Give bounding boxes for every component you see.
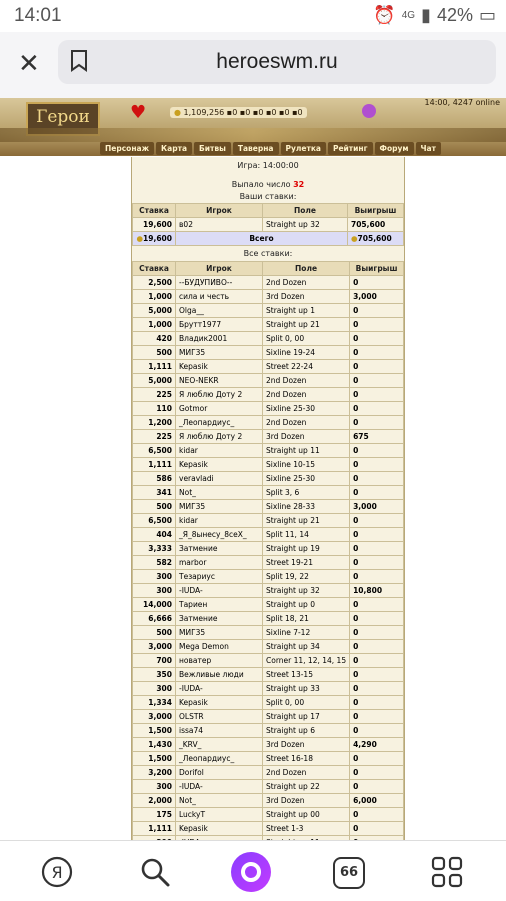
table-row (133, 332, 404, 346)
total-win: 705,600 (357, 234, 392, 243)
win-cell: 0 (350, 710, 404, 724)
player-cell[interactable]: issa74 (176, 724, 263, 738)
stake-cell: 3,000 (133, 640, 176, 654)
tabs-counter-button[interactable] (333, 857, 365, 889)
win-cell: 0 (350, 346, 404, 360)
stake-cell: 3,000 (133, 710, 176, 724)
player-cell[interactable]: МИГ35 (176, 346, 263, 360)
resource-value: 0 (258, 108, 264, 117)
player-cell[interactable]: Olga__ (176, 304, 263, 318)
field-cell: Sixline 19-24 (263, 346, 350, 360)
field-cell: 3rd Dozen (263, 290, 350, 304)
alice-assistant-icon[interactable] (230, 851, 272, 893)
field-cell: Split 0, 00 (263, 332, 350, 346)
win-cell: 0 (350, 724, 404, 738)
stake-cell: 2,000 (133, 794, 176, 808)
total-row (133, 232, 404, 246)
stake-cell: 1,430 (133, 738, 176, 752)
game-nav (100, 142, 441, 155)
field-cell: Straight up 0 (263, 598, 350, 612)
all-bets-table (132, 261, 404, 850)
player-cell[interactable]: NEO-NEKR (176, 374, 263, 388)
your-bets-table (132, 203, 404, 246)
resource-value: 0 (232, 108, 238, 117)
win-cell: 0 (350, 640, 404, 654)
win-cell: 675 (350, 430, 404, 444)
table-row (133, 780, 404, 794)
resource-value: 0 (284, 108, 290, 117)
player-cell[interactable]: МИГ35 (176, 626, 263, 640)
player-cell[interactable]: --БУДУПИВО-- (176, 276, 263, 290)
win-cell: 0 (350, 626, 404, 640)
table-row (133, 766, 404, 780)
stake-cell: 1,200 (133, 416, 176, 430)
player-cell[interactable]: Kepasik (176, 822, 263, 836)
win-cell: 0 (350, 402, 404, 416)
table-row (133, 626, 404, 640)
player-cell[interactable]: -IUDA- (176, 584, 263, 598)
table-row (133, 374, 404, 388)
win-cell: 0 (350, 752, 404, 766)
col-stake: Ставка (133, 262, 176, 276)
stake-cell: 1,111 (133, 822, 176, 836)
table-row (133, 360, 404, 374)
table-row (133, 430, 404, 444)
field-cell: Straight up 19 (263, 542, 350, 556)
table-row (133, 710, 404, 724)
player-cell[interactable]: marbor (176, 556, 263, 570)
player-cell[interactable]: новатер (176, 654, 263, 668)
your-bets-body (133, 218, 404, 232)
table-row (133, 668, 404, 682)
win-cell: 0 (350, 416, 404, 430)
nav-tavern[interactable]: Таверна (233, 142, 279, 155)
gold-icon: ● (174, 108, 181, 117)
field-cell: Street 1-3 (263, 822, 350, 836)
table-row (133, 318, 404, 332)
server-time-online: 14:00, 4247 online (424, 98, 500, 107)
nav-roulette[interactable]: Рулетка (281, 142, 326, 155)
win-cell: 0 (350, 388, 404, 402)
win-cell: 3,000 (350, 500, 404, 514)
stake-cell: 586 (133, 472, 176, 486)
field-cell: Street 16-18 (263, 752, 350, 766)
nav-map[interactable]: Карта (156, 142, 192, 155)
network-label: 4G (401, 10, 416, 21)
win-cell: 0 (350, 696, 404, 710)
stake-cell: 19,600 (133, 218, 176, 232)
table-row (133, 598, 404, 612)
field-cell: Sixline 28-33 (263, 500, 350, 514)
table-row (133, 346, 404, 360)
nav-battles[interactable]: Битвы (194, 142, 231, 155)
player-cell[interactable]: _KRV_ (176, 738, 263, 752)
battery-percent: 42% (436, 5, 473, 25)
player-cell[interactable]: Тариен (176, 598, 263, 612)
dropped-number: 32 (293, 180, 305, 189)
field-cell: Straight up 21 (263, 514, 350, 528)
win-cell: 0 (350, 612, 404, 626)
resource-ore-icon: ▪ (239, 108, 246, 117)
roulette-results (131, 157, 405, 857)
stake-cell: 5,000 (133, 374, 176, 388)
signal-icon: ▮ (421, 5, 431, 25)
table-row (133, 276, 404, 290)
field-cell: Split 0, 00 (263, 696, 350, 710)
header-decoration (0, 128, 506, 142)
table-row (133, 416, 404, 430)
player-cell[interactable]: kidar (176, 514, 263, 528)
table-row (133, 794, 404, 808)
alarm-icon: ⏰ (373, 5, 396, 25)
table-row (133, 724, 404, 738)
resource-wood-icon: ▪ (226, 108, 233, 117)
player-cell[interactable]: Gotmor (176, 402, 263, 416)
table-row (133, 458, 404, 472)
player-cell[interactable]: Тезариус (176, 570, 263, 584)
field-cell: Straight up 21 (263, 318, 350, 332)
player-cell[interactable]: Not_ (176, 794, 263, 808)
health-heart-icon[interactable]: ♥ (130, 102, 147, 123)
field-cell: 2nd Dozen (263, 276, 350, 290)
field-cell: 3rd Dozen (263, 430, 350, 444)
resource-mercury-icon: ▪ (252, 108, 259, 117)
stake-cell: 300 (133, 682, 176, 696)
col-stake: Ставка (133, 204, 176, 218)
browser-toolbar (0, 32, 506, 98)
player-cell[interactable]: Я люблю Доту 2 (176, 388, 263, 402)
field-cell: 2nd Dozen (263, 766, 350, 780)
player-cell[interactable]: _Я_8ынесу_8сеХ_ (176, 528, 263, 542)
table-row (133, 514, 404, 528)
dropped-label: Выпало число (231, 180, 291, 189)
nav-character[interactable]: Персонаж (100, 142, 154, 155)
field-cell: 3rd Dozen (263, 738, 350, 752)
game-logo[interactable]: Герои (26, 102, 100, 136)
table-row (133, 584, 404, 598)
player-cell[interactable]: сила и честь (176, 290, 263, 304)
win-cell: 0 (350, 528, 404, 542)
player-cell[interactable]: МИГ35 (176, 500, 263, 514)
player-cell[interactable]: _Леопардиус_ (176, 752, 263, 766)
stake-cell: 700 (133, 654, 176, 668)
status-time: 14:01 (14, 5, 62, 26)
player-cell[interactable]: OLSTR (176, 710, 263, 724)
win-cell: 0 (350, 514, 404, 528)
field-cell: Sixline 25-30 (263, 402, 350, 416)
field-cell: Straight up 33 (263, 682, 350, 696)
col-win: Выигрыш (348, 204, 404, 218)
stake-cell: 175 (133, 808, 176, 822)
table-row (133, 654, 404, 668)
nav-rating[interactable]: Рейтинг (328, 142, 373, 155)
player-cell[interactable]: Mega Demon (176, 640, 263, 654)
table-row (133, 682, 404, 696)
stake-cell: 1,000 (133, 290, 176, 304)
resource-value: 0 (245, 108, 251, 117)
win-cell: 0 (350, 318, 404, 332)
table-row (133, 570, 404, 584)
resources-bar (170, 107, 307, 118)
search-icon[interactable] (138, 855, 172, 889)
win-cell: 0 (350, 654, 404, 668)
stake-cell: 1,500 (133, 752, 176, 766)
win-cell: 4,290 (350, 738, 404, 752)
table-row (133, 738, 404, 752)
table-row (133, 822, 404, 836)
nav-forum[interactable]: Форум (375, 142, 414, 155)
win-cell: 0 (350, 570, 404, 584)
field-cell: Straight up 22 (263, 780, 350, 794)
field-cell: Straight up 00 (263, 808, 350, 822)
stake-cell: 420 (133, 332, 176, 346)
table-header-row (133, 204, 404, 218)
player-cell[interactable]: -IUDA- (176, 682, 263, 696)
player-cell[interactable]: LuckyT (176, 808, 263, 822)
stake-cell: 300 (133, 780, 176, 794)
field-cell: Straight up 17 (263, 710, 350, 724)
table-row (133, 752, 404, 766)
stake-cell: 1,334 (133, 696, 176, 710)
field-cell: Straight up 1 (263, 304, 350, 318)
table-row (133, 218, 404, 232)
win-cell: 0 (350, 360, 404, 374)
field-cell: Split 19, 22 (263, 570, 350, 584)
stake-cell: 110 (133, 402, 176, 416)
table-row (133, 556, 404, 570)
table-row (133, 388, 404, 402)
stake-cell: 14,000 (133, 598, 176, 612)
table-row (133, 808, 404, 822)
field-cell: Sixline 10-15 (263, 458, 350, 472)
total-win-cell (348, 232, 404, 246)
menu-grid-icon[interactable] (430, 855, 464, 889)
stake-cell: 6,500 (133, 514, 176, 528)
field-cell: Split 11, 14 (263, 528, 350, 542)
player-cell[interactable]: Брутт1977 (176, 318, 263, 332)
stake-cell: 6,666 (133, 612, 176, 626)
field-cell: Straight up 6 (263, 724, 350, 738)
total-stake-cell (133, 232, 176, 246)
total-label: Всего (176, 232, 348, 246)
field-cell: Corner 11, 12, 14, 15 (263, 654, 350, 668)
stake-cell: 1,500 (133, 724, 176, 738)
win-cell: 0 (350, 486, 404, 500)
stake-cell: 225 (133, 388, 176, 402)
win-cell: 0 (350, 766, 404, 780)
col-field: Поле (263, 262, 350, 276)
battery-icon: ▭ (478, 5, 496, 25)
win-cell: 0 (350, 808, 404, 822)
table-row (133, 486, 404, 500)
player-cell[interactable]: veravladi (176, 472, 263, 486)
field-cell: 2nd Dozen (263, 416, 350, 430)
stake-cell: 1,111 (133, 360, 176, 374)
win-cell: 3,000 (350, 290, 404, 304)
table-row (133, 472, 404, 486)
win-cell: 705,600 (348, 218, 404, 232)
table-row (133, 444, 404, 458)
player-cell[interactable]: _Леопардиус_ (176, 416, 263, 430)
url-text: heroeswm.ru (216, 50, 338, 73)
player-cell[interactable]: -IUDA- (176, 780, 263, 794)
table-row (133, 402, 404, 416)
col-player: Игрок (176, 262, 263, 276)
browser-bottom-bar (0, 840, 506, 901)
gold-icon: ● (136, 234, 144, 243)
svg-text:Я: Я (51, 863, 63, 882)
resource-gem-icon: ▪ (292, 108, 298, 117)
all-bets-label: Все ставки: (243, 249, 293, 258)
stake-cell: 300 (133, 570, 176, 584)
field-cell: Straight up 32 (263, 218, 348, 232)
table-row (133, 640, 404, 654)
field-cell: 2nd Dozen (263, 388, 350, 402)
stake-cell: 1,111 (133, 458, 176, 472)
field-cell: Sixline 7-12 (263, 626, 350, 640)
table-header-row (133, 262, 404, 276)
field-cell: Straight up 11 (263, 444, 350, 458)
win-cell: 0 (350, 668, 404, 682)
col-win: Выигрыш (350, 262, 404, 276)
player-cell[interactable]: Затмение (176, 612, 263, 626)
player-cell[interactable]: Kepasik (176, 360, 263, 374)
win-cell: 0 (350, 780, 404, 794)
dropped-number-line (132, 171, 404, 190)
win-cell: 0 (350, 374, 404, 388)
stake-cell: 300 (133, 584, 176, 598)
stake-cell: 5,000 (133, 304, 176, 318)
stake-cell: 3,200 (133, 766, 176, 780)
table-row (133, 542, 404, 556)
player-cell[interactable]: Затмение (176, 542, 263, 556)
win-cell: 10,800 (350, 584, 404, 598)
player-cell[interactable]: Я люблю Доту 2 (176, 430, 263, 444)
field-cell: Street 19-21 (263, 556, 350, 570)
player-cell[interactable]: в02 (176, 218, 263, 232)
status-icons (373, 5, 496, 26)
col-field: Поле (263, 204, 348, 218)
col-player: Игрок (176, 204, 263, 218)
player-cell[interactable]: Dorifol (176, 766, 263, 780)
table-row (133, 612, 404, 626)
yandex-home-icon[interactable] (40, 855, 74, 889)
gold-amount: 1,109,256 (183, 108, 225, 117)
win-cell: 6,000 (350, 794, 404, 808)
resource-crystal-icon: ▪ (279, 108, 285, 117)
win-cell: 0 (350, 444, 404, 458)
win-cell: 0 (350, 276, 404, 290)
table-row (133, 304, 404, 318)
stake-cell: 404 (133, 528, 176, 542)
total-stake: 19,600 (143, 234, 172, 243)
field-cell: Straight up 32 (263, 584, 350, 598)
stake-cell: 3,333 (133, 542, 176, 556)
player-cell[interactable]: kidar (176, 444, 263, 458)
field-cell: Street 13-15 (263, 668, 350, 682)
all-bets-body (133, 276, 404, 850)
resource-value: 0 (271, 108, 277, 117)
field-cell: Split 18, 21 (263, 612, 350, 626)
nav-chat[interactable]: Чат (416, 142, 441, 155)
resource-sulfur-icon: ▪ (265, 108, 272, 117)
stake-cell: 582 (133, 556, 176, 570)
player-cell[interactable]: Kepasik (176, 696, 263, 710)
player-cell[interactable]: Kepasik (176, 458, 263, 472)
field-cell: 3rd Dozen (263, 794, 350, 808)
table-row (133, 696, 404, 710)
win-cell: 0 (350, 556, 404, 570)
stake-cell: 500 (133, 346, 176, 360)
stake-cell: 350 (133, 668, 176, 682)
table-row (133, 290, 404, 304)
stake-cell: 225 (133, 430, 176, 444)
tabs-count: 66 (339, 865, 359, 880)
stake-cell: 341 (133, 486, 176, 500)
win-cell: 0 (350, 682, 404, 696)
field-cell: 2nd Dozen (263, 374, 350, 388)
stake-cell: 500 (133, 626, 176, 640)
stake-cell: 2,500 (133, 276, 176, 290)
win-cell: 0 (350, 332, 404, 346)
close-icon[interactable]: ✕ (18, 49, 40, 79)
resource-value: 0 (297, 108, 303, 117)
your-bets-label: Ваши ставки: (239, 192, 297, 201)
stake-cell: 500 (133, 500, 176, 514)
stake-cell: 1,000 (133, 318, 176, 332)
player-cell[interactable]: Вежливые люди (176, 668, 263, 682)
win-cell: 0 (350, 598, 404, 612)
win-cell: 0 (350, 472, 404, 486)
field-cell: Sixline 25-30 (263, 472, 350, 486)
game-title: Игра: 14:00:00 (237, 161, 299, 170)
win-cell: 0 (350, 304, 404, 318)
status-bar (0, 0, 506, 32)
table-row (133, 500, 404, 514)
address-bar[interactable] (58, 40, 496, 84)
field-cell: Street 22-24 (263, 360, 350, 374)
player-cell[interactable]: Not_ (176, 486, 263, 500)
win-cell: 0 (350, 822, 404, 836)
table-row (133, 528, 404, 542)
mana-orb-icon[interactable] (362, 104, 376, 118)
player-cell[interactable]: Владик2001 (176, 332, 263, 346)
win-cell: 0 (350, 458, 404, 472)
gold-icon: ● (351, 234, 358, 243)
field-cell: Split 3, 6 (263, 486, 350, 500)
field-cell: Straight up 34 (263, 640, 350, 654)
win-cell: 0 (350, 542, 404, 556)
stake-cell: 6,500 (133, 444, 176, 458)
